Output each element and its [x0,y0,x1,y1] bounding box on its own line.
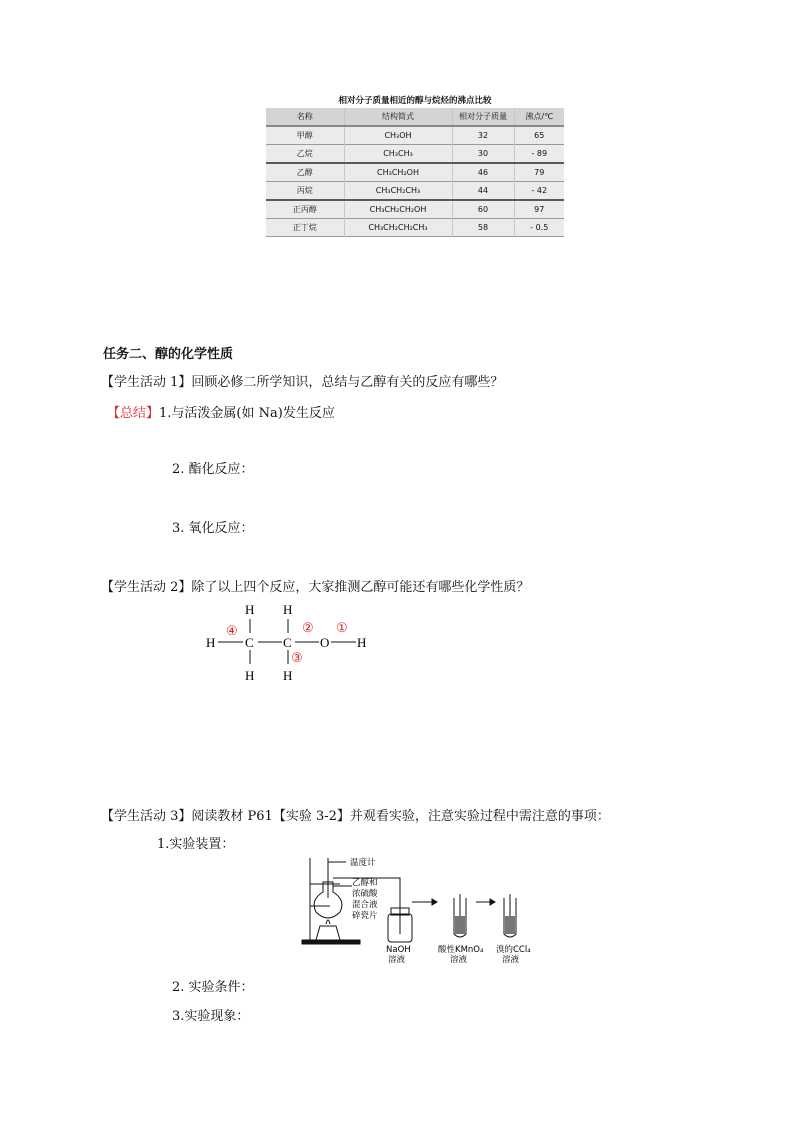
bond-label-1: ① [336,620,348,635]
boiling-point-table [266,108,564,237]
label-naoh-1: NaOH [386,945,411,955]
table-header-row [266,108,564,126]
cell: 乙醇 [296,168,313,177]
cell: CH₃CH₂CH₂CH₃ [344,219,452,237]
cell: 97 [514,200,564,219]
cell: 44 [452,182,514,201]
label-mixture-1: 乙醇和 [352,878,378,888]
label-mixture-2: 浓硫酸 [352,889,378,899]
atom-h: H [245,668,255,683]
experiment-setup-label: 1.实验装置： [157,837,235,852]
cell: 30 [452,145,514,164]
cell: CH₃CH₂CH₂OH [344,200,452,219]
atom-h: H [206,635,216,650]
table-row [266,126,564,145]
table-row [266,163,564,182]
header-formula: 结构简式 [344,108,452,126]
cell: CH₃OH [344,126,452,145]
table-row [266,219,564,237]
cell: - 42 [514,182,564,201]
atom-c: C [283,635,292,650]
boiling-point-table-figure [266,94,564,232]
cell: 79 [514,163,564,182]
table-caption: 相对分子质量相近的醇与烷烃的沸点比较 [338,96,492,106]
bond-label-3: ③ [291,650,303,665]
cell: 正丙醇 [292,205,317,214]
header-bp: 沸点/℃ [514,108,564,126]
atom-c: C [245,635,254,650]
table-row [266,145,564,164]
summary-line [107,402,335,421]
cell: 65 [514,126,564,145]
cell: - 89 [514,145,564,164]
label-chips: 碎瓷片 [352,911,378,921]
cell: CH₃CH₂CH₃ [344,182,452,201]
reaction-item-1: 1.与活泼金属(如 Na)发生反应 [159,406,335,421]
cell: 甲醇 [296,131,313,140]
experiment-phenomenon-label: 3.实验现象： [172,1009,250,1024]
table-row [266,200,564,219]
activity-2: 【学生活动 2】除了以上四个反应，大家推测乙醇可能还有哪些化学性质？ [101,580,530,595]
cell: 正丁烷 [292,223,317,232]
bond-label-4: ④ [226,623,238,638]
atom-o: O [320,635,330,650]
label-br-2: 溶液 [502,955,520,964]
header-name: 名称 [296,112,313,121]
atom-h: H [245,602,255,617]
activity-1: 【学生活动 1】回顾必修二所学知识，总结与乙醇有关的反应有哪些？ [101,375,504,390]
summary-tag: 【总结】 [107,406,160,421]
cell: 32 [452,126,514,145]
label-kmno4-1: 酸性KMnO₄ [438,945,484,955]
cell: - 0.5 [514,219,564,237]
activity-3: 【学生活动 3】阅读教材 P61【实验 3-2】并观看实验，注意实验过程中需注意的事项： [101,809,610,824]
section-heading: 任务二、醇的化学性质 [103,347,234,362]
cell: 58 [452,219,514,237]
cell: 60 [452,200,514,219]
cell: 丙烷 [296,186,313,195]
label-br-1: 溴的CCl₄ [496,945,531,955]
cell: CH₃CH₃ [344,145,452,164]
label-thermometer: 温度计 [350,858,376,868]
atom-h: H [357,635,367,650]
bond-label-2: ② [302,620,314,635]
experiment-condition-label: 2. 实验条件： [172,980,254,995]
label-naoh-2: 溶液 [388,955,406,964]
atom-h: H [283,668,293,683]
cell: 乙烷 [296,149,313,158]
cell: 46 [452,163,514,182]
label-mixture-3: 混合液 [352,900,378,910]
cell: CH₃CH₂OH [344,163,452,182]
label-kmno4-2: 溶液 [450,955,468,964]
table-row [266,182,564,201]
reaction-item-3: 3. 氧化反应： [172,521,254,536]
ethanol-structure-diagram [200,598,380,684]
atom-h: H [283,602,293,617]
apparatus-diagram [300,854,550,964]
header-mass: 相对分子质量 [452,108,514,126]
reaction-item-2: 2. 酯化反应： [172,462,254,477]
